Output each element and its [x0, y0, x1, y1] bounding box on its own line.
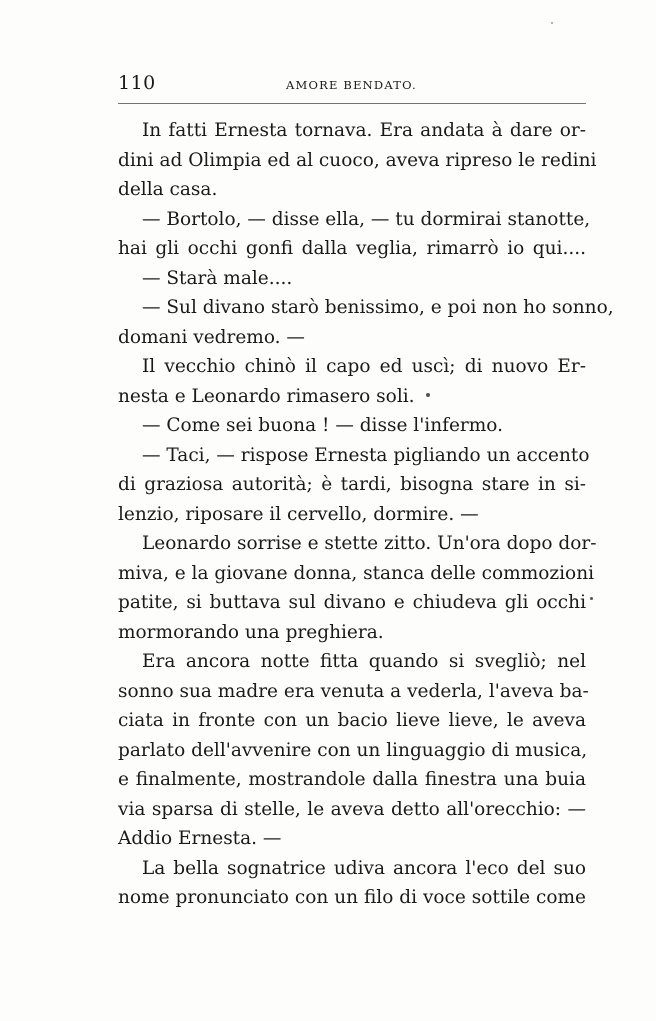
text-line: parlato dell'avvenire con un linguaggio di musica,	[118, 739, 588, 761]
text-line: nome pronunciato con un filo di voce sottile come	[118, 887, 586, 908]
header-rule	[118, 103, 586, 104]
text-line: di graziosa autorità; è tardi, bisogna stare in si-	[118, 474, 586, 495]
text-line: Addio Ernesta. —	[118, 828, 282, 849]
text-line: patite, si buttava sul divano e chiudeva gli occhi	[118, 592, 586, 613]
text-line: — Starà male....	[142, 267, 293, 289]
page-number: 110	[118, 72, 156, 94]
text-line: Il vecchio chinò il capo ed uscì; di nuovo Er-	[142, 356, 586, 377]
text-line: e finalmente, mostrandole dalla finestra una buia	[118, 769, 586, 790]
text-line: — Bortolo, — disse ella, — tu dormirai stanotte,	[142, 208, 591, 230]
text-line: — Come sei buona ! — disse l'infermo.	[142, 415, 503, 436]
text-line: ciata in fronte con un bacio lieve lieve, le aveva	[118, 710, 586, 731]
text-line: hai gli occhi gonfi dalla veglia, rimarrò io qui....	[118, 238, 586, 259]
ink-speck	[590, 597, 593, 600]
text-line: domani vedremo. —	[118, 326, 305, 348]
text-line: via sparsa di stelle, le aveva detto all'orecchio: —	[118, 798, 586, 820]
ink-speck	[551, 22, 553, 24]
ink-speck	[426, 393, 430, 397]
text-line: sonno sua madre era venuta a vederla, l'aveva ba-	[118, 680, 589, 702]
text-line: miva, e la giovane donna, stanca delle commozioni	[118, 562, 595, 584]
text-line: In fatti Ernesta tornava. Era andata à dare or-	[142, 120, 586, 141]
text-line: La bella sognatrice udiva ancora l'eco del suo	[142, 857, 586, 879]
text-line: lenzio, riposare il cervello, dormire. —	[118, 503, 479, 525]
text-line: Leonardo sorrise e stette zitto. Un'ora dopo dor-	[142, 533, 597, 554]
text-line: dini ad Olimpia ed al cuoco, aveva ripreso le redini	[118, 149, 597, 171]
text-line: Era ancora notte fitta quando si svegliò; nel	[142, 651, 586, 672]
body-text	[118, 116, 614, 913]
running-title: AMORE BENDATO.	[286, 78, 417, 92]
text-line: — Sul divano starò benissimo, e poi non ho sonno,	[142, 297, 614, 318]
text-line: della casa.	[118, 179, 218, 200]
page-header	[118, 72, 586, 100]
text-line: nesta e Leonardo rimasero soli.	[118, 385, 415, 407]
text-line: mormorando una preghiera.	[118, 621, 384, 643]
text-line: — Taci, — rispose Ernesta pigliando un accento	[142, 444, 590, 466]
